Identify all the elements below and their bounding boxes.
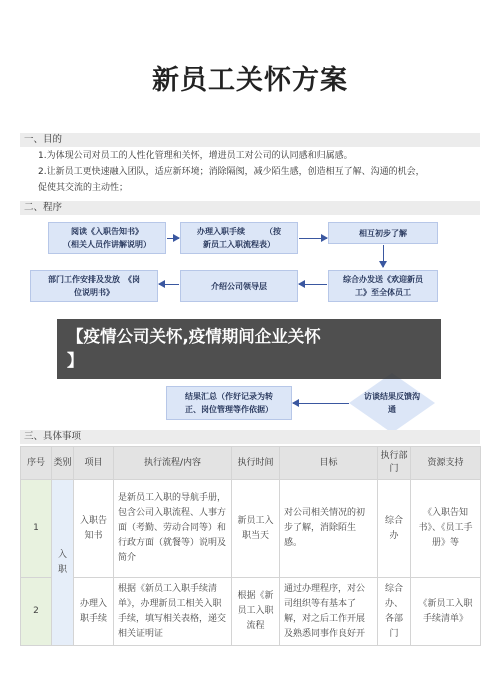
section-heading-purpose: 一、目的 [20, 133, 480, 147]
cell-item: 入职告知书 [74, 480, 114, 578]
cell-content: 是新员工入职的导航手册，包含公司入职流程、人事方面（考勤、劳动合同等）和行政方面（就餐等）说明及简介 [114, 480, 232, 578]
col-header-category: 类别 [52, 447, 74, 480]
cell-resource: 《新员工入职手续清单》 [411, 578, 481, 646]
flow-arrow-down [383, 245, 384, 267]
cell-resource: 《入职告知书》、《员工手册》等 [411, 480, 481, 578]
purpose-line-2: 2.让新员工更快速融入团队，适应新环境；消除隔阂，减少陌生感，创造相互了解、沟通的机会， [38, 167, 425, 177]
table-row [21, 578, 481, 646]
cell-time: 新员工入职当天 [232, 480, 280, 578]
flow-box-summary: 结果汇总（作好记录为转 正、岗位管理等作依据） [166, 386, 292, 420]
col-header-item: 项目 [74, 447, 114, 480]
cell-category: 入职 [52, 480, 74, 646]
flow-box-intro-leaders: 介绍公司领导层 [180, 270, 298, 302]
flow-arrow [159, 284, 179, 285]
purpose-line-1: 1.为体现公司对员工的人性化管理和关怀，增进员工对公司的认同感和归属感。 [38, 151, 353, 161]
flow-box-entry-procedure: 办理入职手续 （按 新员工入职流程表） [180, 222, 298, 254]
cell-no: 2 [21, 578, 52, 646]
cell-dept: 综合办 [378, 480, 411, 578]
flow-box-mutual-intro: 相互初步了解 [328, 222, 438, 244]
flow-diamond-feedback: 访谈结果反馈沟 通 [349, 373, 435, 433]
col-header-goal: 目标 [280, 447, 378, 480]
flow-arrow [293, 403, 349, 404]
overlay-line-2: 】 [67, 351, 84, 370]
cell-item: 办理入职手续 [74, 578, 114, 646]
flow-box-welcome-mail: 综合办发送《欢迎新员 工》至全体员工 [328, 270, 438, 302]
flow-box-read-book: 阅读《入职告知书》 （相关人员作讲解说明） [48, 222, 166, 254]
cell-no: 1 [21, 480, 52, 578]
flow-arrow [167, 238, 179, 239]
table-header-row [21, 447, 481, 480]
purpose-line-3: 促使其交流的主动性； [38, 183, 129, 193]
col-header-resource: 资源支持 [411, 447, 481, 480]
col-header-no: 序号 [21, 447, 52, 480]
col-header-time: 执行时间 [232, 447, 280, 480]
cell-time: 根据《新员工入职流程 [232, 578, 280, 646]
title-overlay-banner[interactable] [57, 319, 441, 379]
flow-arrow [299, 238, 327, 239]
cell-goal: 通过办理程序，对公司组织等有基本了解，对之后工作开展及熟悉同事作良好开 [280, 578, 378, 646]
details-table [20, 446, 481, 646]
section-heading-details: 三、具体事项 [20, 430, 480, 444]
page-title: 新员工关怀方案 [152, 65, 348, 96]
overlay-line-1: 【疫情公司关怀,疫情期间企业关怀 [67, 327, 321, 346]
section-heading-process: 二、程序 [20, 201, 480, 215]
cell-goal: 对公司相关情况的初步了解，消除陌生感。 [280, 480, 378, 578]
cell-dept: 综合办、各部门 [378, 578, 411, 646]
cell-content: 根据《新员工入职手续清单》，办理新员工相关入职手续，填写相关表格，递交相关证明证 [114, 578, 232, 646]
col-header-dept: 执行部门 [378, 447, 411, 480]
flow-arrow [299, 284, 327, 285]
col-header-content: 执行流程/内容 [114, 447, 232, 480]
table-row [21, 480, 481, 578]
flow-box-dept-work: 部门工作安排及发放 《岗 位说明书》 [30, 270, 158, 302]
